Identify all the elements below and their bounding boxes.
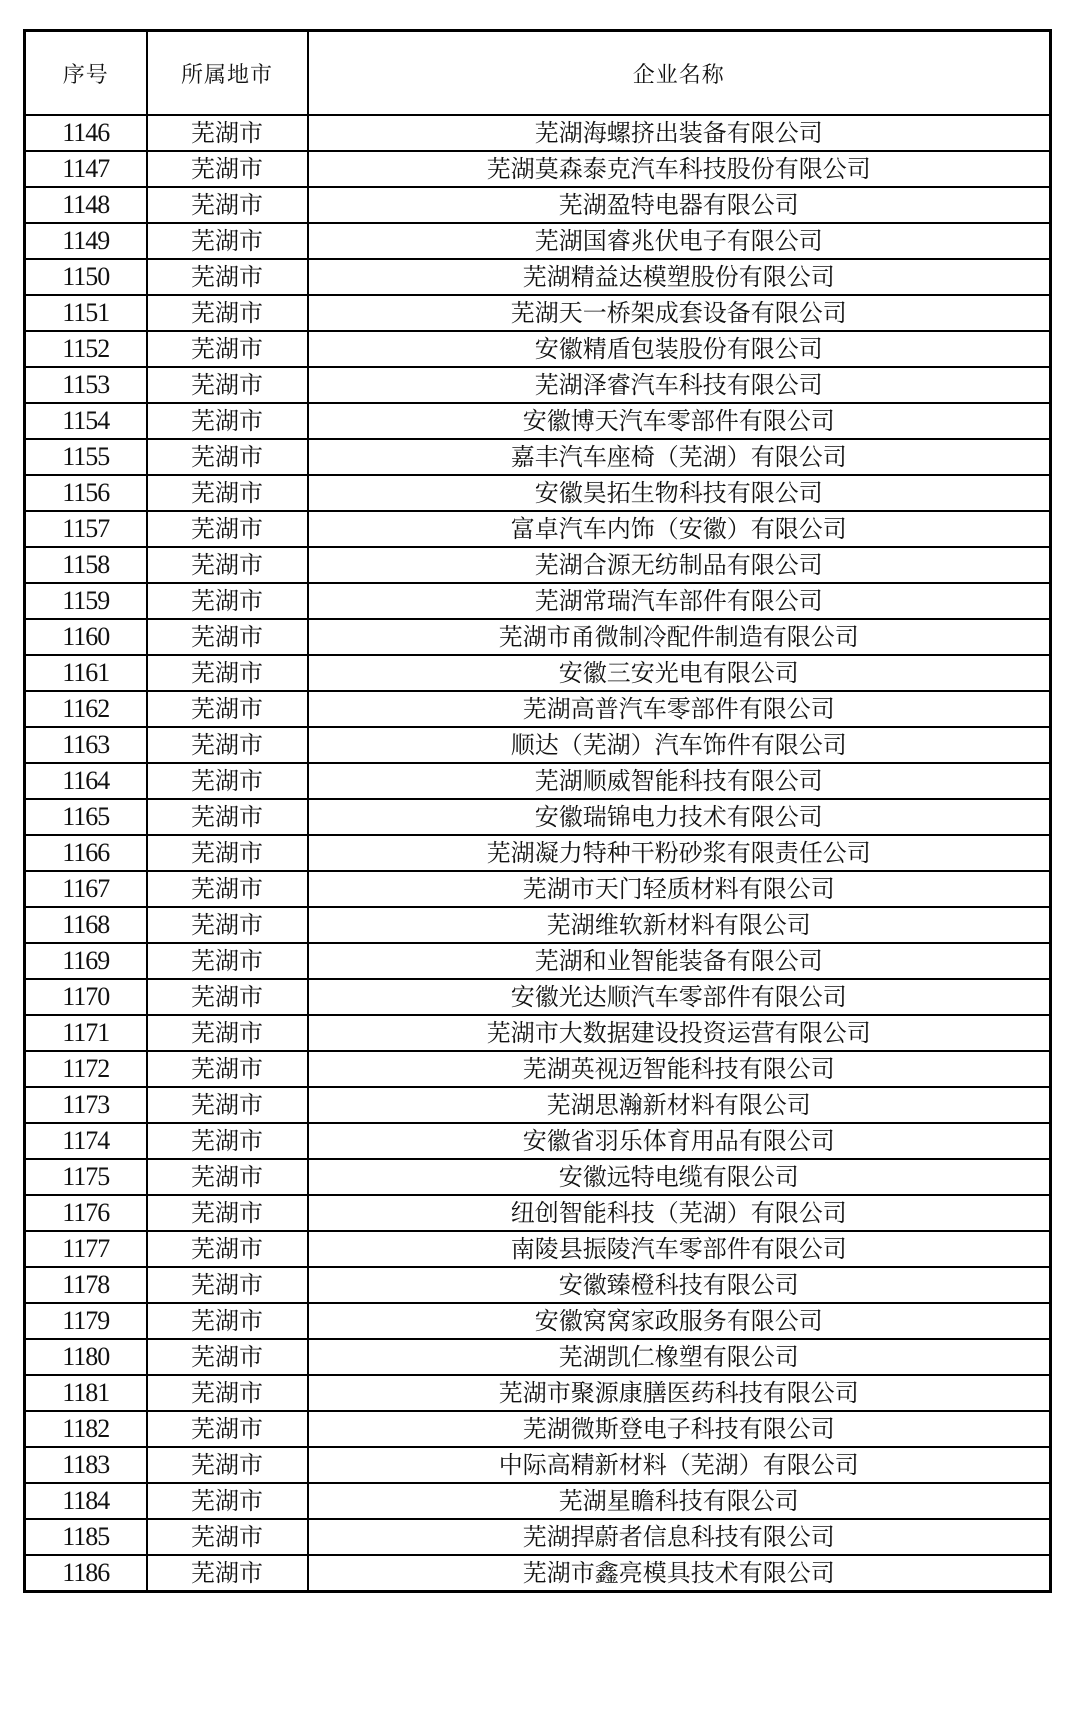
table-row bbox=[25, 259, 1051, 295]
row-city: 芜湖市 bbox=[147, 475, 308, 511]
row-city: 芜湖市 bbox=[147, 1195, 308, 1231]
row-index: 1179 bbox=[25, 1303, 147, 1339]
row-city: 芜湖市 bbox=[147, 799, 308, 835]
row-index: 1154 bbox=[25, 403, 147, 439]
table-row bbox=[25, 619, 1051, 655]
enterprise-list-table bbox=[23, 29, 1052, 1593]
row-city: 芜湖市 bbox=[147, 1231, 308, 1267]
row-index: 1178 bbox=[25, 1267, 147, 1303]
row-company-name: 纽创智能科技（芜湖）有限公司 bbox=[308, 1195, 1051, 1231]
table-row bbox=[25, 1051, 1051, 1087]
row-city: 芜湖市 bbox=[147, 1303, 308, 1339]
row-index: 1171 bbox=[25, 1015, 147, 1051]
table-row bbox=[25, 1123, 1051, 1159]
row-index: 1176 bbox=[25, 1195, 147, 1231]
table-row bbox=[25, 1015, 1051, 1051]
table-row bbox=[25, 1339, 1051, 1375]
row-city: 芜湖市 bbox=[147, 1015, 308, 1051]
table-row bbox=[25, 115, 1051, 151]
row-index: 1172 bbox=[25, 1051, 147, 1087]
row-index: 1173 bbox=[25, 1087, 147, 1123]
table-row bbox=[25, 943, 1051, 979]
row-index: 1181 bbox=[25, 1375, 147, 1411]
row-company-name: 安徽博天汽车零部件有限公司 bbox=[308, 403, 1051, 439]
row-company-name: 芜湖市鑫亮模具技术有限公司 bbox=[308, 1555, 1051, 1592]
row-company-name: 芜湖凝力特种干粉砂浆有限责任公司 bbox=[308, 835, 1051, 871]
table-row bbox=[25, 1555, 1051, 1592]
table-row bbox=[25, 907, 1051, 943]
row-city: 芜湖市 bbox=[147, 1411, 308, 1447]
table-row bbox=[25, 151, 1051, 187]
row-company-name: 安徽瑞锦电力技术有限公司 bbox=[308, 799, 1051, 835]
row-company-name: 芜湖天一桥架成套设备有限公司 bbox=[308, 295, 1051, 331]
table-row bbox=[25, 727, 1051, 763]
row-company-name: 嘉丰汽车座椅（芜湖）有限公司 bbox=[308, 439, 1051, 475]
table-header bbox=[25, 31, 1051, 116]
row-index: 1186 bbox=[25, 1555, 147, 1592]
table-row bbox=[25, 1447, 1051, 1483]
table-row bbox=[25, 835, 1051, 871]
row-index: 1161 bbox=[25, 655, 147, 691]
row-index: 1146 bbox=[25, 115, 147, 151]
row-city: 芜湖市 bbox=[147, 907, 308, 943]
row-company-name: 芜湖海螺挤出装备有限公司 bbox=[308, 115, 1051, 151]
table-row bbox=[25, 331, 1051, 367]
row-city: 芜湖市 bbox=[147, 547, 308, 583]
row-city: 芜湖市 bbox=[147, 295, 308, 331]
table-body bbox=[25, 115, 1051, 1592]
row-company-name: 芜湖微斯登电子科技有限公司 bbox=[308, 1411, 1051, 1447]
row-index: 1183 bbox=[25, 1447, 147, 1483]
row-city: 芜湖市 bbox=[147, 943, 308, 979]
row-city: 芜湖市 bbox=[147, 1339, 308, 1375]
row-company-name: 芜湖顺威智能科技有限公司 bbox=[308, 763, 1051, 799]
row-company-name: 芜湖合源无纺制品有限公司 bbox=[308, 547, 1051, 583]
row-index: 1182 bbox=[25, 1411, 147, 1447]
row-company-name: 安徽昊拓生物科技有限公司 bbox=[308, 475, 1051, 511]
row-index: 1159 bbox=[25, 583, 147, 619]
table-row bbox=[25, 1195, 1051, 1231]
table-row bbox=[25, 403, 1051, 439]
row-company-name: 富卓汽车内饰（安徽）有限公司 bbox=[308, 511, 1051, 547]
row-index: 1185 bbox=[25, 1519, 147, 1555]
row-index: 1184 bbox=[25, 1483, 147, 1519]
table-row bbox=[25, 1087, 1051, 1123]
row-company-name: 芜湖盈特电器有限公司 bbox=[308, 187, 1051, 223]
header-index: 序号 bbox=[25, 31, 147, 116]
row-index: 1165 bbox=[25, 799, 147, 835]
table-row bbox=[25, 799, 1051, 835]
row-city: 芜湖市 bbox=[147, 115, 308, 151]
table-row bbox=[25, 187, 1051, 223]
row-city: 芜湖市 bbox=[147, 727, 308, 763]
row-company-name: 芜湖凯仁橡塑有限公司 bbox=[308, 1339, 1051, 1375]
row-index: 1157 bbox=[25, 511, 147, 547]
row-city: 芜湖市 bbox=[147, 259, 308, 295]
table-row bbox=[25, 475, 1051, 511]
table-row bbox=[25, 763, 1051, 799]
row-company-name: 芜湖市甬微制冷配件制造有限公司 bbox=[308, 619, 1051, 655]
row-company-name: 芜湖国睿兆伏电子有限公司 bbox=[308, 223, 1051, 259]
table-row bbox=[25, 1519, 1051, 1555]
row-city: 芜湖市 bbox=[147, 511, 308, 547]
row-index: 1152 bbox=[25, 331, 147, 367]
row-company-name: 南陵县振陵汽车零部件有限公司 bbox=[308, 1231, 1051, 1267]
table-row bbox=[25, 691, 1051, 727]
header-city: 所属地市 bbox=[147, 31, 308, 116]
row-index: 1169 bbox=[25, 943, 147, 979]
row-index: 1155 bbox=[25, 439, 147, 475]
row-city: 芜湖市 bbox=[147, 1267, 308, 1303]
row-company-name: 芜湖莫森泰克汽车科技股份有限公司 bbox=[308, 151, 1051, 187]
row-index: 1147 bbox=[25, 151, 147, 187]
table-row bbox=[25, 547, 1051, 583]
table-row bbox=[25, 583, 1051, 619]
row-city: 芜湖市 bbox=[147, 871, 308, 907]
row-company-name: 芜湖维软新材料有限公司 bbox=[308, 907, 1051, 943]
row-city: 芜湖市 bbox=[147, 223, 308, 259]
row-index: 1162 bbox=[25, 691, 147, 727]
header-row bbox=[25, 31, 1051, 116]
row-company-name: 顺达（芜湖）汽车饰件有限公司 bbox=[308, 727, 1051, 763]
row-index: 1151 bbox=[25, 295, 147, 331]
row-city: 芜湖市 bbox=[147, 1555, 308, 1592]
table-row bbox=[25, 871, 1051, 907]
table-row bbox=[25, 1483, 1051, 1519]
row-company-name: 安徽臻橙科技有限公司 bbox=[308, 1267, 1051, 1303]
table-row bbox=[25, 1303, 1051, 1339]
row-company-name: 芜湖市聚源康膳医药科技有限公司 bbox=[308, 1375, 1051, 1411]
row-index: 1148 bbox=[25, 187, 147, 223]
row-city: 芜湖市 bbox=[147, 1087, 308, 1123]
row-index: 1158 bbox=[25, 547, 147, 583]
row-index: 1150 bbox=[25, 259, 147, 295]
row-index: 1175 bbox=[25, 1159, 147, 1195]
row-city: 芜湖市 bbox=[147, 619, 308, 655]
row-city: 芜湖市 bbox=[147, 439, 308, 475]
row-company-name: 安徽省羽乐体育用品有限公司 bbox=[308, 1123, 1051, 1159]
table-row bbox=[25, 1375, 1051, 1411]
table-row bbox=[25, 295, 1051, 331]
row-company-name: 芜湖精益达模塑股份有限公司 bbox=[308, 259, 1051, 295]
table-row bbox=[25, 511, 1051, 547]
row-city: 芜湖市 bbox=[147, 1447, 308, 1483]
row-company-name: 芜湖英视迈智能科技有限公司 bbox=[308, 1051, 1051, 1087]
row-city: 芜湖市 bbox=[147, 691, 308, 727]
row-company-name: 芜湖思瀚新材料有限公司 bbox=[308, 1087, 1051, 1123]
row-index: 1153 bbox=[25, 367, 147, 403]
row-index: 1160 bbox=[25, 619, 147, 655]
row-city: 芜湖市 bbox=[147, 1123, 308, 1159]
row-city: 芜湖市 bbox=[147, 835, 308, 871]
row-city: 芜湖市 bbox=[147, 151, 308, 187]
row-city: 芜湖市 bbox=[147, 1051, 308, 1087]
row-index: 1174 bbox=[25, 1123, 147, 1159]
row-city: 芜湖市 bbox=[147, 187, 308, 223]
row-city: 芜湖市 bbox=[147, 655, 308, 691]
row-company-name: 芜湖高普汽车零部件有限公司 bbox=[308, 691, 1051, 727]
row-company-name: 安徽三安光电有限公司 bbox=[308, 655, 1051, 691]
row-index: 1177 bbox=[25, 1231, 147, 1267]
row-company-name: 芜湖市天门轻质材料有限公司 bbox=[308, 871, 1051, 907]
row-index: 1163 bbox=[25, 727, 147, 763]
row-index: 1149 bbox=[25, 223, 147, 259]
row-city: 芜湖市 bbox=[147, 1483, 308, 1519]
row-company-name: 安徽窝窝家政服务有限公司 bbox=[308, 1303, 1051, 1339]
row-city: 芜湖市 bbox=[147, 979, 308, 1015]
table-row bbox=[25, 1267, 1051, 1303]
row-city: 芜湖市 bbox=[147, 403, 308, 439]
row-company-name: 中际高精新材料（芜湖）有限公司 bbox=[308, 1447, 1051, 1483]
row-company-name: 安徽光达顺汽车零部件有限公司 bbox=[308, 979, 1051, 1015]
row-company-name: 芜湖捍蔚者信息科技有限公司 bbox=[308, 1519, 1051, 1555]
row-index: 1156 bbox=[25, 475, 147, 511]
table-row bbox=[25, 1411, 1051, 1447]
row-city: 芜湖市 bbox=[147, 583, 308, 619]
row-index: 1180 bbox=[25, 1339, 147, 1375]
row-index: 1170 bbox=[25, 979, 147, 1015]
table-row bbox=[25, 223, 1051, 259]
row-company-name: 芜湖星瞻科技有限公司 bbox=[308, 1483, 1051, 1519]
row-company-name: 芜湖泽睿汽车科技有限公司 bbox=[308, 367, 1051, 403]
row-index: 1168 bbox=[25, 907, 147, 943]
header-company: 企业名称 bbox=[308, 31, 1051, 116]
table-row bbox=[25, 655, 1051, 691]
row-company-name: 芜湖常瑞汽车部件有限公司 bbox=[308, 583, 1051, 619]
row-city: 芜湖市 bbox=[147, 331, 308, 367]
row-city: 芜湖市 bbox=[147, 1159, 308, 1195]
document-sheet bbox=[23, 29, 1052, 1593]
row-index: 1167 bbox=[25, 871, 147, 907]
row-company-name: 安徽远特电缆有限公司 bbox=[308, 1159, 1051, 1195]
row-index: 1166 bbox=[25, 835, 147, 871]
row-company-name: 安徽精盾包装股份有限公司 bbox=[308, 331, 1051, 367]
table-row bbox=[25, 439, 1051, 475]
row-city: 芜湖市 bbox=[147, 367, 308, 403]
row-index: 1164 bbox=[25, 763, 147, 799]
row-city: 芜湖市 bbox=[147, 1375, 308, 1411]
row-city: 芜湖市 bbox=[147, 763, 308, 799]
table-row bbox=[25, 367, 1051, 403]
table-row bbox=[25, 1159, 1051, 1195]
row-company-name: 芜湖和业智能装备有限公司 bbox=[308, 943, 1051, 979]
table-row bbox=[25, 1231, 1051, 1267]
table-row bbox=[25, 979, 1051, 1015]
row-company-name: 芜湖市大数据建设投资运营有限公司 bbox=[308, 1015, 1051, 1051]
row-city: 芜湖市 bbox=[147, 1519, 308, 1555]
